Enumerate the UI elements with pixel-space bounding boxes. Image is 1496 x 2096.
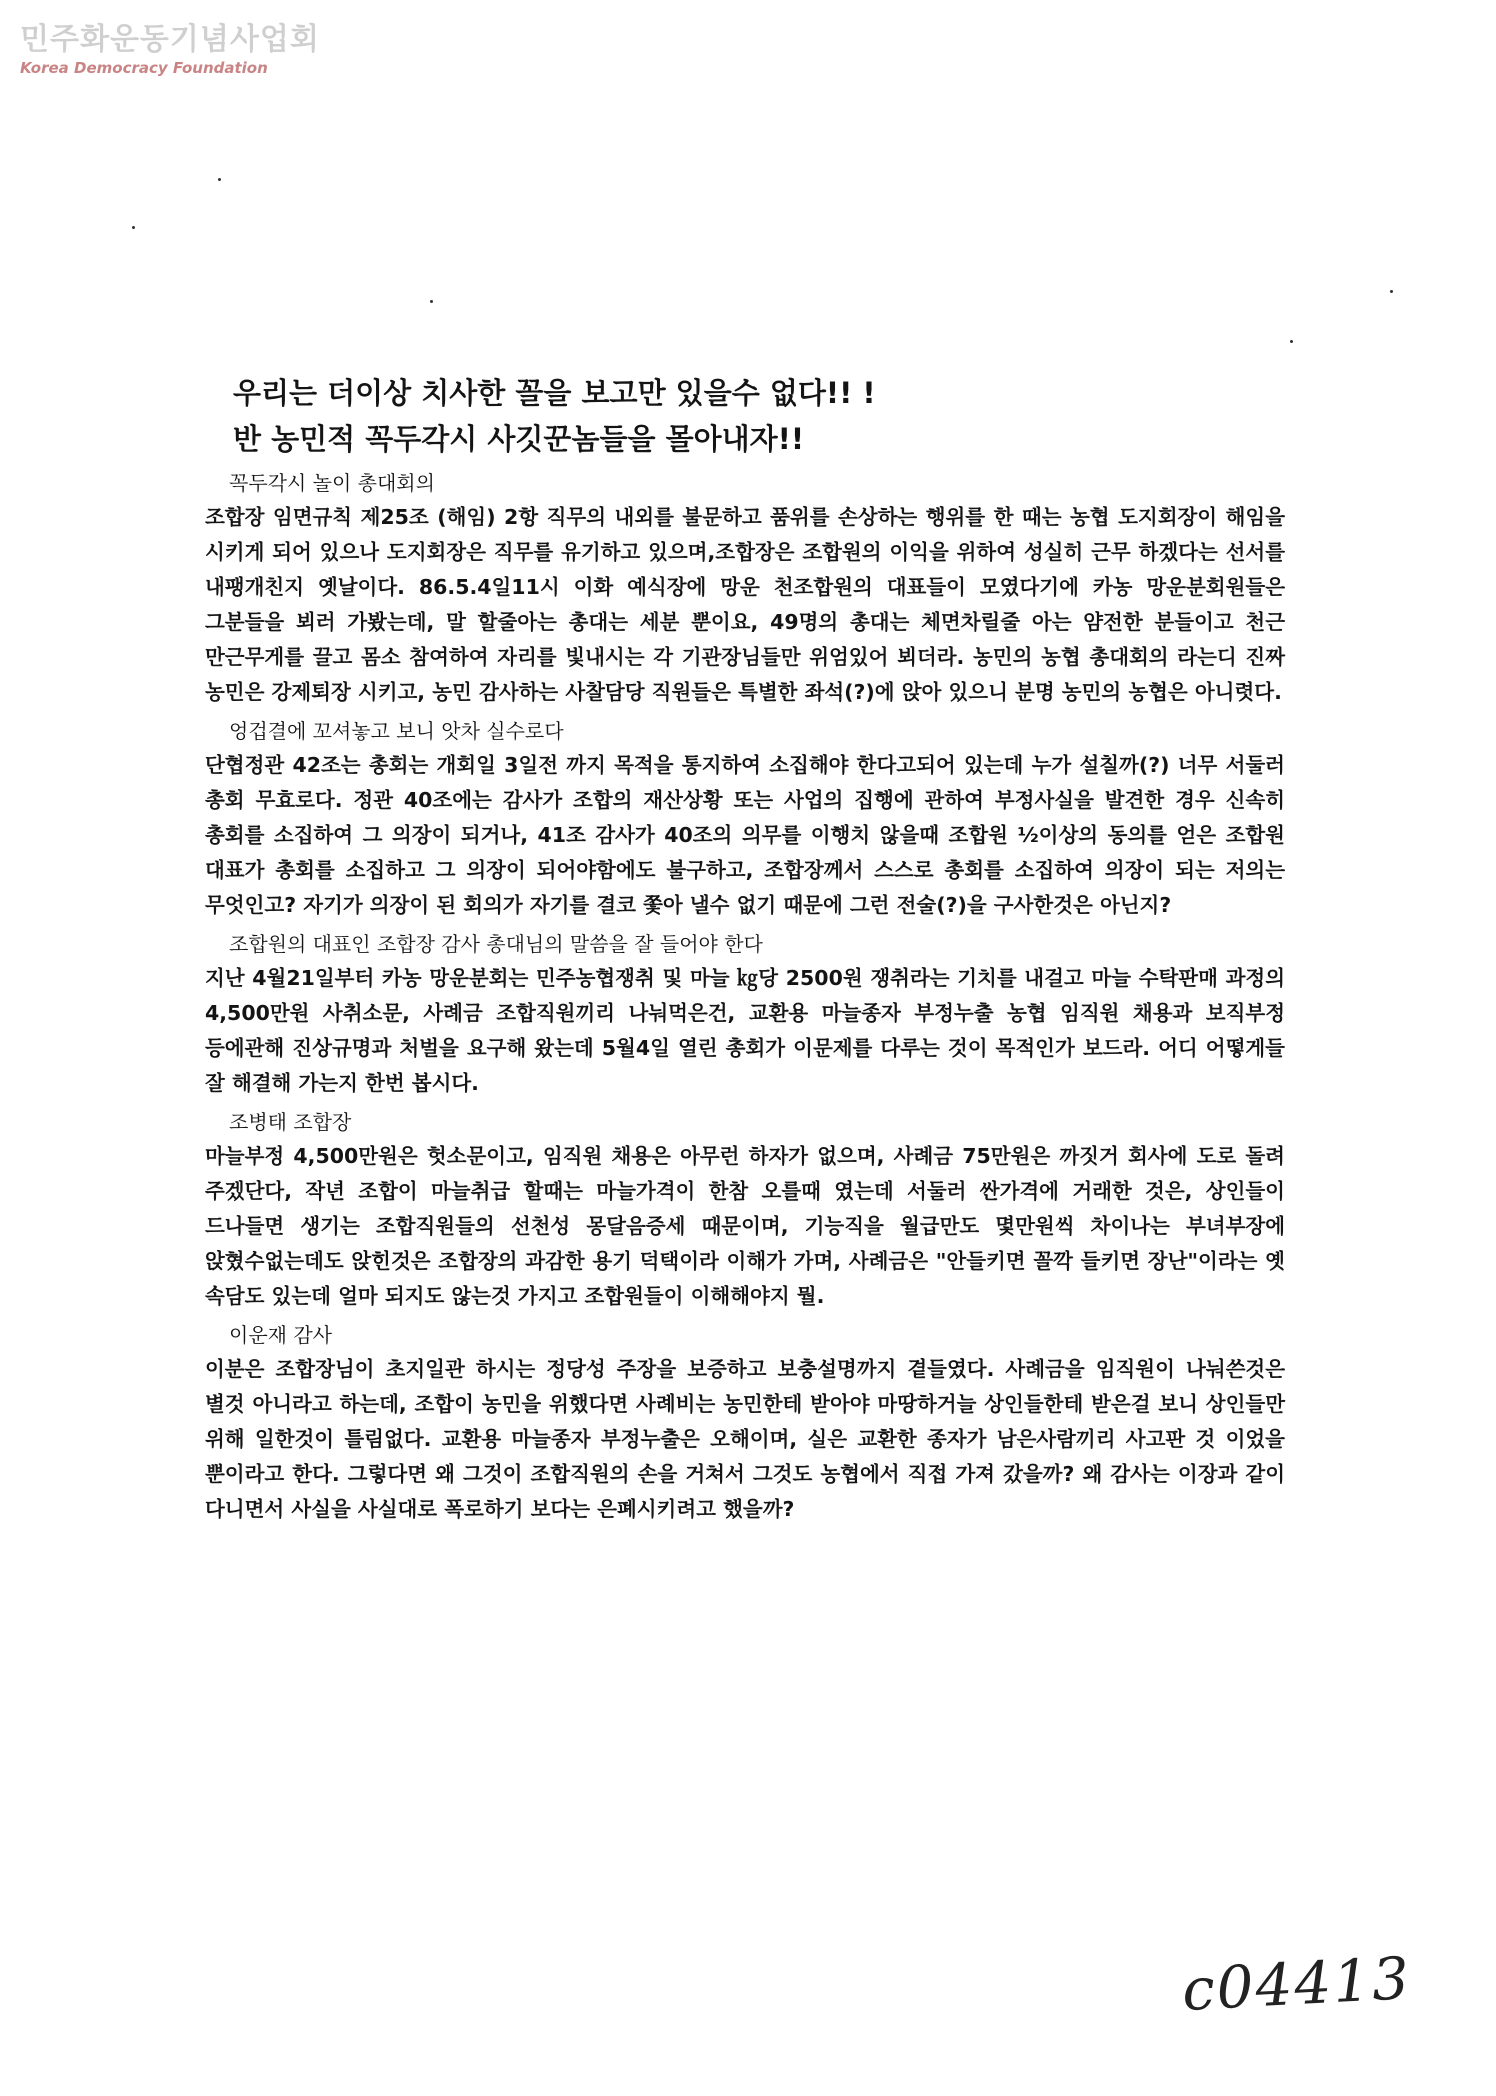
scan-speck [218,178,221,181]
archive-number-handwritten: c04413 [1180,1944,1413,2024]
section-paragraph: 단협정관 42조는 총회는 개회일 3일전 까지 목적을 통지하여 소집해야 한다고되어 있는데 누가 설칠까(?) 너무 서둘러 총회 무효로다. 정관 40조에는 감사가 조합의 재산상황 또는 사업의 집행에 관하여 부정사실을 발견한 경우 신속히 총회를 소집하여 그 의장이 되거나, 41조 감사가 40조의 의무를 이행치 않을때 조합원 ½이상의 동의를 얻은 조합원 대표가 총회를 소집하고 그 의장이 되어야함에도 불구하고, 조합장께서 스스로 총회를 소집하여 의장이 되는 저의는 무엇인고? 자기가 의장이 된 회의가 자기를 결코 쫓아 낼수 없기 때문에 그런 전술(?)을 구사한것은 아닌지? [205,753,1285,917]
archive-watermark [20,22,320,78]
section-title: 꼭두각시 놀이 총대회의 [229,471,435,495]
section-title: 이운재 감사 [229,1323,332,1347]
section-paragraph: 지난 4월21일부터 카농 망운분회는 민주농협쟁취 및 마늘 ㎏당 2500원 쟁취라는 기치를 내걸고 마늘 수탁판매 과정의 4,500만원 사취소문, 사례금 조합직원끼리 나눠먹은건, 교환용 마늘종자 부정누출 농협 임직원 채용과 보직부정 등에관해 진상규명과 처벌을 요구해 왔는데 5월4일 열린 총회가 이문제를 다루는 것이 목적인가 보드라. 어디 어떻게들 잘 해결해 가는지 한번 봅시다. [205,966,1285,1095]
section-paragraph: 마늘부정 4,500만원은 헛소문이고, 임직원 채용은 아무런 하자가 없으며, 사례금 75만원은 까짓거 회사에 도로 돌려 주겠단다, 작년 조합이 마늘취급 할때는 마늘가격이 한참 오를때 였는데 서둘러 싼가격에 거래한 것은, 상인들이 드나들면 생기는 조합직원들의 선천성 몽달음증세 때문이며, 기능직을 월급만도 몇만원씩 차이나는 부녀부장에 앉혔수없는데도 앉힌것은 조합장의 과감한 용기 덕택이라 이해가 가며, 사례금은 "안들키면 꼴깍 들키면 장난"이라는 옛 속담도 있는데 얼마 되지도 않는것 가지고 조합원들이 이해해야지 뭘. [205,1144,1285,1308]
document-body [205,370,1285,1531]
watermark-english: Korea Democracy Foundation [20,59,268,77]
section-title: 조합원의 대표인 조합장 감사 총대님의 말씀을 잘 들어야 한다 [229,932,763,956]
headline-secondary: 반 농민적 꼭두각시 사깃꾼놈들을 몰아내자!! [233,422,805,456]
watermark-korean: 민주화운동기념사업회 [20,22,320,57]
section-paragraph: 조합장 임면규칙 제25조 (해임) 2항 직무의 내외를 불문하고 품위를 손상하는 행위를 한 때는 농협 도지회장이 해임을 시키게 되어 있으나 도지회장은 직무를 유기하고 있으며,조합장은 조합원의 이익을 위하여 성실히 근무 하겠다는 선서를 내팽개친지 옛날이다. 86.5.4일11시 이화 예식장에 망운 천조합원의 대표들이 모였다기에 카농 망운분회원들은 그분들을 뵈러 가봤는데, 말 할줄아는 총대는 세분 뿐이요, 49명의 총대는 체면차릴줄 아는 얌전한 분들이고 천근 만근무게를 끌고 몸소 참여하여 자리를 빛내시는 각 기관장님들만 위엄있어 뵈더라. 농민의 농협 총대회의 라는디 진짜 농민은 강제퇴장 시키고, 농민 감사하는 사찰담당 직원들은 특별한 좌석(?)에 앉아 있으니 분명 농민의 농협은 아니렷다. [205,505,1285,704]
scan-speck [1290,340,1293,343]
section-paragraph: 이분은 조합장님이 초지일관 하시는 정당성 주장을 보증하고 보충설명까지 곁들였다. 사례금을 임직원이 나눠쓴것은 별것 아니라고 하는데, 조합이 농민을 위했다면 사례비는 농민한테 받아야 마땅하거늘 상인들한테 받은걸 보니 상인들만 위해 일한것이 틀림없다. 교환용 마늘종자 부정누출은 오해이며, 실은 교환한 종자가 남은사람끼리 사고판 것 이었을 뿐이라고 한다. 그렇다면 왜 그것이 조합직원의 손을 거쳐서 그것도 농협에서 직접 가져 갔을까? 왜 감사는 이장과 같이 다니면서 사실을 사실대로 폭로하기 보다는 은폐시키려고 했을까? [205,1357,1285,1521]
scan-speck [132,226,135,229]
scan-speck [430,300,433,303]
scan-speck [1390,290,1393,293]
section-title: 엉겁결에 꼬셔놓고 보니 앗차 실수로다 [229,719,564,743]
section-title: 조병태 조합장 [229,1110,352,1134]
headline-primary: 우리는 더이상 치사한 꼴을 보고만 있을수 없다!! ! [233,376,876,410]
